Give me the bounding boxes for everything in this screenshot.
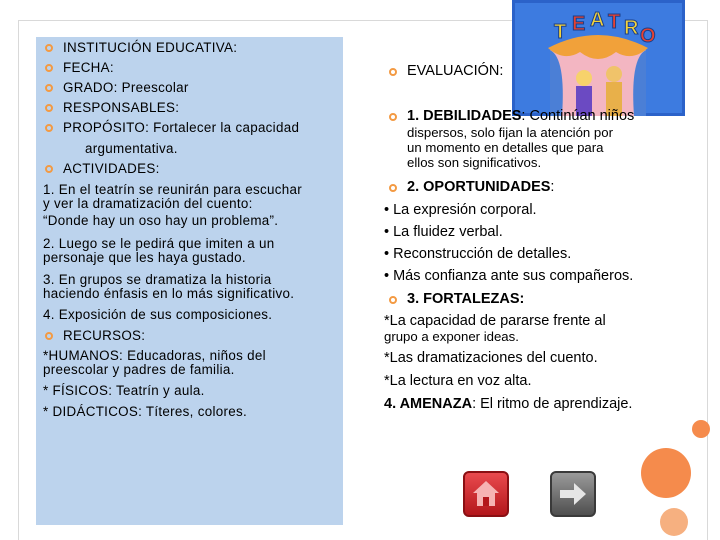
debilidades-rest: : Continúan niños: [521, 108, 635, 124]
oportunidad-1: • La expresión corporal.: [384, 202, 537, 218]
responsables-label: RESPONSABLES:: [63, 100, 180, 115]
amenaza-title: 4. AMENAZA: [384, 396, 473, 412]
didacticos-line: * DIDÁCTICOS: Títeres, colores.: [43, 404, 248, 419]
arrow-right-icon: [552, 473, 594, 515]
bullet-icon: [389, 68, 397, 76]
bullet-icon: [389, 113, 397, 121]
bullet-icon: [45, 332, 53, 340]
bullet-icon: [45, 124, 53, 132]
amenaza-rest: : El ritmo de aprendizaje.: [472, 396, 633, 412]
proposito-line-1: PROPÓSITO: Fortalecer la capacidad: [63, 120, 300, 135]
bullet-icon: [45, 64, 53, 72]
slide-border-left: [18, 20, 19, 540]
actividad-3-line-2: haciendo énfasis en lo más significativo.: [43, 286, 295, 301]
teatro-letter-e: E: [572, 13, 586, 35]
amenaza-line: [384, 396, 632, 413]
humanos-line-1: *HUMANOS: Educadoras, niños del: [43, 348, 266, 363]
debilidades-line-2: dispersos, solo fijan la atención por: [407, 125, 613, 140]
teatro-image: [512, 0, 685, 116]
recursos-label: RECURSOS:: [63, 328, 146, 343]
bullet-icon: [45, 44, 53, 52]
proposito-line-2: argumentativa.: [85, 141, 178, 156]
bullet-icon: [389, 184, 397, 192]
actividades-label: ACTIVIDADES:: [63, 161, 160, 176]
actividad-3-line-1: 3. En grupos se dramatiza la historia: [43, 272, 272, 287]
oportunidades-line: [407, 179, 554, 196]
slide-border-right: [707, 20, 708, 540]
grado-label: GRADO: Preescolar: [63, 80, 189, 95]
humanos-line-2: preescolar y padres de familia.: [43, 362, 235, 377]
teatro-letter-a: A: [590, 9, 605, 31]
oportunidades-colon: :: [550, 179, 555, 195]
debilidades-title: 1. DEBILIDADES: [407, 108, 522, 124]
oportunidad-4: • Más confianza ante sus compañeros.: [384, 268, 634, 284]
fortalezas-title: 3. FORTALEZAS:: [407, 291, 525, 307]
fortaleza-2: *Las dramatizaciones del cuento.: [384, 350, 598, 366]
bullet-icon: [45, 165, 53, 173]
teatro-letter-o: O: [640, 25, 656, 47]
actividad-2-line-2: personaje que les haya gustado.: [43, 250, 246, 265]
fecha-label: FECHA:: [63, 60, 114, 75]
bullet-icon: [45, 104, 53, 112]
fortaleza-1-line-2: grupo a exponer ideas.: [384, 329, 519, 344]
fortaleza-3: *La lectura en voz alta.: [384, 373, 532, 389]
debilidades-line-4: ellos son significativos.: [407, 155, 542, 170]
oportunidad-3: • Reconstrucción de detalles.: [384, 246, 572, 262]
evaluacion-label: EVALUACIÓN:: [407, 63, 504, 79]
decor-circle-mid: [660, 508, 688, 536]
actividad-4: 4. Exposición de sus composiciones.: [43, 307, 273, 322]
actividad-1-line-2: y ver la dramatización del cuento:: [43, 196, 253, 211]
bullet-icon: [389, 296, 397, 304]
institucion-label: INSTITUCIÓN EDUCATIVA:: [63, 40, 238, 55]
home-button[interactable]: [463, 471, 509, 517]
teatro-letter-t2: T: [608, 11, 621, 33]
next-button[interactable]: [550, 471, 596, 517]
oportunidad-2: • La fluidez verbal.: [384, 224, 503, 240]
decor-circle-small: [692, 420, 710, 438]
fisicos-line: * FÍSICOS: Teatrín y aula.: [43, 383, 205, 398]
fortaleza-1-line-1: *La capacidad de pararse frente al: [384, 313, 606, 329]
teatro-letter-r: R: [624, 17, 639, 39]
home-icon: [465, 473, 507, 515]
decor-circle-large: [641, 448, 691, 498]
oportunidades-title: 2. OPORTUNIDADES: [407, 179, 551, 195]
debilidades-line-3: un momento en detalles que para: [407, 140, 604, 155]
actividad-2-line-1: 2. Luego se le pedirá que imiten a un: [43, 236, 275, 251]
actividad-1-line-1: 1. En el teatrín se reunirán para escuchar: [43, 182, 302, 197]
actividad-1-line-3: “Donde hay un oso hay un problema”.: [43, 213, 279, 228]
debilidades-line-1: [407, 108, 634, 125]
teatro-letter-t1: T: [554, 21, 567, 43]
bullet-icon: [45, 84, 53, 92]
